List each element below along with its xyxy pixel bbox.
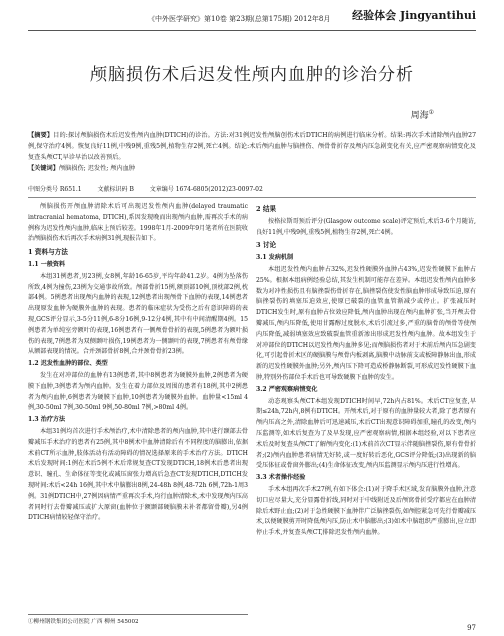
keywords-label: 【关键词】 — [28, 165, 59, 172]
article-title: 颅脑损伤术后迟发性颅内血肿的诊治分析 — [90, 65, 414, 85]
page-number: 97 — [467, 624, 476, 632]
author-footnote-mark: ① — [428, 109, 434, 116]
body-paragraph: 颅脑损伤开颅血肿清除术后可出现迟发性颅内血肿(delayed traumatic intracranial hematoma, DTICH),系因发现晚而出现颅内血肿,需再次手术的病例称为迟发性颅内血肿,临床上预后较差。1998年1月-2009年9月笔者所在医院收治颅脑损伤术后再次手术病例31例,现报告如下。 — [28, 203, 248, 243]
body-paragraph: 本组31例患者,男23例,女8例,年龄16-65岁,平均年龄41.2岁。4例为坠落伤所致,4例为撞伤,23例为交通事故所致。颅部骨折15例,额顶部10例,顶枕部2例,枕部4例。5例患者出现颅内血肿的表现,12例患者出现颅骨下血肿的表现,14例患者出现原发血肿为硬膜外血肿的表现。患者的临床症状为受伤之后有意识障碍的表现,GCS评分显示,3-5分11例,6-8分16例,9-12分4例,其中有中间清醒期4例。15例患者为单纯室旁额叶的表现,16例患者有一侧颅骨骨折的表现,5例患者为额叶损伤的表现,7例患者为双侧颞叶损伤,19例患者为一侧颞叶的表现,7例患者有颅骨缘从额部表现的情况。合并颈部骨折8例,合并颈骨骨折23例。 — [28, 272, 248, 356]
abstract-text: 目的:探讨颅脑损伤术后迟发性颅内血肿(DTICH)的诊治。方法:对31例迟发性颅脑创伤术后DTICH的病例进行临床分析。结果:再次手术清除颅内血肿27例,保守治疗4例。恢复良好11例,中残9例,重残5例,植物生存2例,死亡4例。结论:术后颅内血肿与脑挫伤、颅骨骨折存及颅内压急剧变化有关,应严密观察病情变化及复查头颅CT,早诊早治以改善预后。 — [28, 132, 477, 161]
body-paragraph: 手术本组再次手术27例,有如下体会:(1)对于降手术区域,发育脑膜外血肿,注意切口应尽量大,充分显露骨折线,同时对于中线附近及后颅窝骨折受疗都应在血肿清除后术野止血;(2)对于急性硬膜下血肿伴广泛脑挫裂伤,如颅腔紧急可先行骨瓣减压术,以便硬膜剪开时降低颅内压,防止术中脑膨出;(3)如术中脑组织严重膨出,应立即停止手术,并复查头颅CT,排除迟发性颅内血肿。 — [256, 485, 476, 537]
section-label: 经验体会 Jingyantihui — [352, 9, 476, 22]
section-heading: 2 结果 — [256, 205, 277, 213]
journal-citation: 《中外医学研究》第10卷 第23期(总第175期) 2012年8月 — [148, 15, 331, 23]
section-heading: 3 讨论 — [256, 241, 277, 250]
body-paragraph: 按格拉斯哥预后评分(Glasgow outcome scale)评定预后,术后3-6个月随访,良好11例,中残9例,重残5例,植物生存2例,死亡4例。 — [256, 217, 476, 236]
abstract-block — [28, 130, 476, 174]
body-column-right — [256, 202, 476, 539]
section-heading: 1.2 迟发性血肿的部位、类型 — [28, 360, 108, 368]
section-heading: 3.1 发病机制 — [256, 254, 294, 262]
author-text: 周海 — [410, 111, 429, 121]
body-paragraph: 动态观察头颅CT本组发现DTICH时间早,72h内占81%。术后CT应复查,早期≤24h,72h内,8例有DTICH。开颅术后,对于原有的血肿量较大者,除了患者原有颅内压高之外,清除血肿后可迅速减压,术后CT出现意识障碍加重,瞳孔的改变,颅内压监测等,如术后复查为了及早发现,应严密观察病情,根据本组经验,对以下患者应术后及时复查头颅CT了解颅内变化:(1)术前首次CT显示伴随脑挫裂伤,原有骨骨折者;(2)颅内血肿患者病情无好转,或一度好转后恶化,GCS评分降低;(3)出现新的脑受压体征或骨窗外膨出;(4)生命体征改变,颅内压监测显示颅内压进行性增高。 — [256, 397, 476, 470]
body-paragraph: 本组迟发性颅内血肿占32%,迟发性硬膜外血肿占43%,迟发性硬膜下血肿占25%。根据本组病例经验总结,其发生机制可能存在差异。本组迟发性颅内血肿多数为对冲性损伤且有脑挫裂伤骨折存在,脑挫裂伤使发性脑血肿形成导致压迫,原有脑挫裂伤的填塞压迫效应,使原已破裂的血管血管渐减少或停止。扩张减压时DTICH发生时,原有血肿占位效应降低,颅内血肿出现在颅内血肿扩张,当开颅去骨瓣减压,颅内压降低,使用甘露醇过度脱水,术后引流过多,严重的脑骨的颅骨等使颅内压降低,减弱填塞效应致破裂血管重新渗出形成迟发性颅内血肿。故本组发生于对冲部位的DTICH以迟发性颅内血肿多见;而颅脑损伤者对于术前后颅内压急剧变化,可引起骨折术区的硬脑膜与颅骨内板剥离,脑膜中动脉前支或板障静脉出血,形成新的迟发性硬膜外血肿;另外,颅内压下降可造成桥静脉断裂,可形成迟发性硬膜下血肿,特别外伤部位手术后也可导致硬膜下血肿的发生。 — [256, 265, 476, 381]
abstract-label: 【摘要】 — [28, 132, 54, 139]
section-heading: 1.1 一般资料 — [28, 260, 66, 268]
affiliation-footnote: ①柳州钢铁集团公司医院 广西 柳州 545002 — [28, 614, 248, 625]
keywords-text: 颅脑损伤; 迟发性; 颅内血肿 — [58, 165, 136, 172]
author-name — [411, 108, 434, 121]
body-paragraph: 本组31例均首次进行手术颅治疗,术中清除患者的颅内血肿,其中进行颞部去骨瓣减压手术治疗的患者有25例,其中8例术中血肿清除后有不同程度的脑膨出,依据术前CT所示血肿,肢体活动有活动障碍的情况选择原来的手术治疗方法。DTICH术后发现时间:1例在术后5例不术后常规复查CT发现DTICH,18例术后患者出现意识、瞳孔、生命体征等变化或减压窗张力增高后急查CT发现DTICH,DTICH发现时间:术后<24h 16例,其中术中脑膨出8例,24-48h 8例,48-72h 6例,72h-1周3例。31例DTICH中,27例因病情严重再次手术,均行血肿清除术,术中发现颅内压高者同时行去骨瓣减压或扩大原窗(血肿位于额颞部硬脑膜未补者都留骨瓣),另4例DTICH病情较轻保守治疗。 — [28, 427, 248, 522]
section-heading: 1 资料与方法 — [28, 248, 68, 257]
section-heading: 1.3 治疗方法 — [28, 416, 66, 424]
document-code: 文献标识码 B — [97, 186, 134, 193]
classification-line — [28, 184, 476, 198]
classification-number: 中图分类号 R651.1 — [28, 186, 82, 193]
section-heading: 3.2 严密观察病情变化 — [256, 385, 318, 393]
body-paragraph: 发生在对冲部位的血肿有13例患者,其中8例患者为硬膜外血肿,2例患者为硬膜下血肿,3例患者为颅内血肿。发生在着力部位及周围的患者有18例,其中2例患者为颅内血肿,6例患者为硬膜下血肿,10例患者为硬膜外血肿。血肿量<15ml 4例,30-50ml 7例,30-50ml 9例,50-80ml 7例,>80ml 4例。 — [28, 371, 248, 412]
section-heading: 3.3 术者操作经验 — [256, 474, 306, 482]
running-head — [28, 8, 476, 31]
body-column-left — [28, 202, 248, 524]
article-number: 文章编号 1674-6805(2012)23-0097-02 — [149, 186, 263, 193]
